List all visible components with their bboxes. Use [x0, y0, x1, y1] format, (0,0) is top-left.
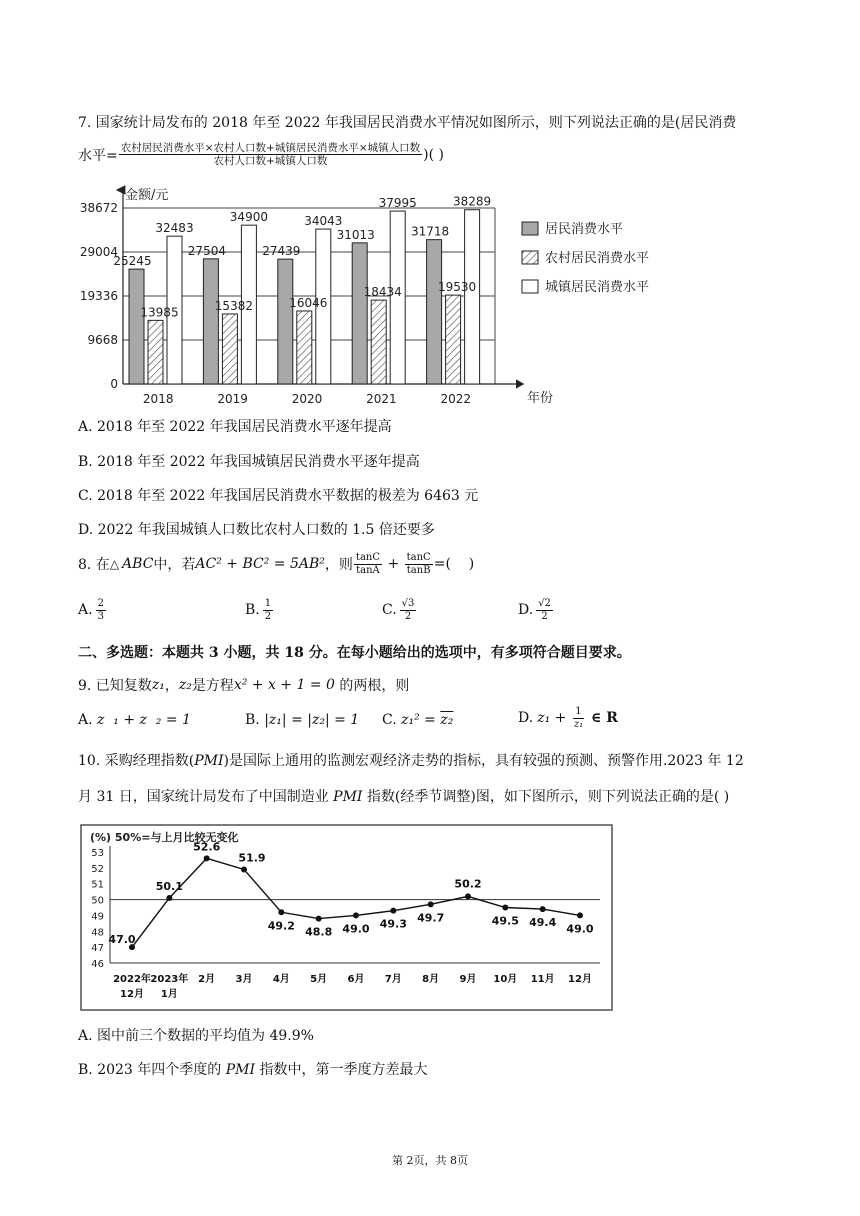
q8-fraction-1-den: tanA — [356, 564, 380, 576]
legend-swatch — [522, 280, 538, 293]
bar-1-2019 — [222, 314, 237, 384]
legend-label: 农村居民消费水平 — [545, 251, 650, 266]
pmi-x-tick-label: 12月 — [120, 989, 144, 1000]
q8-option-b-label: B. — [245, 602, 260, 618]
bar-x-tick-label: 2020 — [291, 392, 323, 404]
legend-swatch — [522, 222, 538, 235]
q9-option-c-label: C. — [382, 712, 397, 728]
pmi-value-label: 51.9 — [238, 851, 266, 865]
q8-stem-end: =( ) — [433, 556, 475, 572]
q8-stem — [78, 552, 474, 576]
q8-option-a — [78, 598, 107, 622]
q8-condition: AC² + BC² = 5AB² — [195, 556, 325, 572]
q8-option-b — [245, 598, 274, 622]
pmi-point-1 — [166, 895, 172, 901]
pmi-y-tick-label: 50 — [91, 895, 104, 907]
q7-option-b: B. 2018 年至 2022 年我国城镇居民消费水平逐年提高 — [78, 454, 420, 470]
bar-value-label: 37995 — [378, 196, 417, 211]
legend-swatch — [522, 251, 538, 264]
bar-0-2021 — [352, 243, 367, 384]
q8-option-d-label: D. — [518, 602, 534, 618]
bar-0-2019 — [203, 259, 218, 384]
bar-1-2022 — [446, 295, 461, 384]
q9-option-c — [382, 712, 453, 728]
q8-option-c-fraction — [400, 598, 417, 622]
legend-label: 城镇居民消费水平 — [545, 280, 650, 295]
bar-1-2018 — [148, 320, 163, 384]
bar-y-axis-label: 金额/元 — [125, 188, 169, 203]
q8-option-a-den: 3 — [97, 610, 104, 622]
q10-line1-prefix: 10. 采购经理指数( — [78, 753, 195, 769]
q10-option-b — [78, 1059, 427, 1079]
q8-option-c-label: C. — [382, 602, 397, 618]
q8-option-a-num: 2 — [97, 598, 104, 609]
pmi-point-9 — [465, 893, 471, 899]
pmi-value-label: 52.6 — [193, 840, 221, 854]
pmi-y-tick-label: 53 — [91, 848, 104, 859]
bar-value-label: 25245 — [113, 254, 152, 269]
pmi-x-tick-label: 2月 — [198, 974, 216, 985]
q7-stem: 7. 国家统计局发布的 2018 年至 2022 年我国居民消费水平情况如图所示，则下列说法正确的是(居民消费 — [78, 115, 737, 131]
bar-x-tick-label: 2021 — [366, 392, 397, 404]
pmi-value-label: 49.7 — [417, 911, 445, 925]
bar-value-label: 34900 — [229, 210, 268, 225]
q8-option-a-label: A. — [78, 602, 93, 618]
bar-value-label: 19530 — [438, 280, 477, 295]
pmi-x-tick-label: 7月 — [384, 974, 402, 985]
q10-option-b-suffix: 指数中，第一季度方差最大 — [255, 1062, 428, 1078]
pmi-chart-title: (%) 50%=与上月比较无变化 — [90, 831, 239, 844]
q9-z2: z₂ — [178, 677, 192, 693]
page-footer: 第 2页，共 8页 — [392, 1154, 468, 1167]
q7-formula-suffix: )( ) — [423, 146, 444, 163]
q9-equation: x² + x + 1 = 0 — [233, 677, 335, 693]
bar-y-tick-label: 19336 — [79, 289, 118, 303]
pmi-point-6 — [353, 912, 359, 918]
bar-value-label: 18434 — [363, 285, 402, 300]
q8-fraction-2-den: tanB — [406, 564, 431, 576]
q9-option-c-conjugate: z₂ — [440, 712, 454, 728]
q8-option-d-num: √2 — [538, 598, 551, 609]
bar-value-label: 32483 — [155, 221, 194, 236]
q7-formula-numerator: 农村居民消费水平×农村人口数+城镇居民消费水平×城镇人口数 — [120, 142, 421, 154]
q9-option-a — [78, 712, 191, 728]
pmi-point-4 — [278, 909, 284, 915]
q8-stem-middle: 中，若 — [153, 557, 196, 573]
q8-option-d-fraction — [536, 598, 553, 622]
pmi-y-tick-label: 51 — [91, 879, 104, 891]
pmi-x-tick-label: 8月 — [422, 974, 440, 985]
q8-fraction-2-num: tanC — [406, 552, 431, 563]
pmi-x-tick-label: 4月 — [272, 974, 290, 985]
q7-formula-prefix: 水平= — [78, 147, 118, 164]
pmi-x-tick-label: 3月 — [235, 974, 253, 985]
q9-stem — [78, 675, 409, 695]
q10-line2-prefix: 月 31 日，国家统计局发布了中国制造业 — [78, 789, 334, 805]
q9-stem-end: 的两根，则 — [334, 678, 410, 694]
q8-option-c-den: 2 — [404, 610, 412, 622]
bar-value-label: 13985 — [140, 305, 179, 320]
pmi-value-label: 50.1 — [155, 879, 183, 893]
q8-option-d — [518, 598, 554, 622]
pmi-point-7 — [390, 908, 396, 914]
bar-y-tick-label: 9668 — [87, 333, 118, 347]
q9-option-d-label: D. — [518, 710, 534, 726]
q7-option-d: D. 2022 年我国城镇人口数比农村人口数的 1.5 倍还要多 — [78, 522, 435, 538]
pmi-y-tick-label: 46 — [91, 959, 104, 970]
bar-value-label: 15382 — [214, 298, 253, 313]
bar-y-tick-label: 38672 — [79, 201, 118, 215]
bar-x-axis-label: 年份 — [527, 391, 554, 404]
q10-stem-line1 — [78, 750, 744, 770]
q10-pmi-term-2: PMI — [333, 789, 363, 805]
pmi-value-label: 49.2 — [267, 919, 295, 933]
bar-value-label: 27504 — [187, 243, 226, 258]
q10-option-a: A. 图中前三个数据的平均值为 49.9% — [78, 1028, 314, 1044]
pmi-x-tick-label: 6月 — [347, 974, 365, 985]
bar-chart-legend — [522, 221, 649, 295]
q9-option-d-fraction — [572, 706, 585, 730]
q10-stem-line2 — [78, 786, 729, 806]
pmi-value-label: 49.5 — [491, 914, 519, 928]
pmi-value-label: 49.4 — [529, 916, 557, 930]
bar-value-label: 31718 — [411, 224, 450, 239]
bar-0-2020 — [278, 259, 293, 384]
q10-option-b-pmi: PMI — [225, 1062, 256, 1078]
q9-option-d-num: 1 — [575, 706, 582, 717]
q9-option-a-expr: z ₁ + z ₂ = 1 — [97, 712, 191, 728]
q7-formula — [78, 142, 444, 167]
pmi-y-tick-label: 52 — [91, 863, 104, 875]
q8-option-b-den: 2 — [264, 610, 272, 622]
q7-formula-fraction — [119, 142, 422, 167]
q8-option-a-fraction — [96, 598, 106, 622]
pmi-value-label: 48.8 — [305, 925, 333, 939]
pmi-x-tick-label: 10月 — [493, 974, 518, 985]
q8-stem-then: ，则 — [324, 557, 353, 573]
q9-option-b-expr: |z₁| = |z₂| = 1 — [264, 712, 360, 728]
pmi-value-label: 49.3 — [379, 917, 407, 931]
pmi-point-5 — [316, 916, 322, 922]
triangle-symbol: △ — [109, 557, 120, 571]
q9-stem-middle: 是方程 — [191, 678, 234, 694]
pmi-y-tick-label: 49 — [91, 911, 104, 923]
q8-option-d-den: 2 — [541, 610, 548, 622]
q8-fraction-1-num: tanC — [355, 552, 380, 563]
pmi-point-2 — [204, 855, 210, 861]
bar-value-label: 34043 — [304, 214, 343, 229]
pmi-x-tick-label: 12月 — [568, 974, 592, 985]
q8-triangle-name: ABC — [122, 556, 154, 572]
bar-x-tick-label: 2022 — [440, 392, 472, 404]
q10-line2-suffix: 指数(经季节调整)图，如下图所示，则下列说法正确的是( ) — [362, 789, 730, 805]
q8-stem-prefix: 8. 在 — [78, 557, 110, 573]
bar-1-2021 — [371, 300, 386, 384]
bar-2-2022 — [465, 210, 480, 384]
pmi-x-tick-label: 5月 — [310, 974, 328, 985]
q9-option-d-prefix: z₁ + — [537, 710, 571, 726]
pmi-value-label: 50.2 — [454, 877, 482, 891]
q7-formula-denominator: 农村人口数+城镇人口数 — [213, 155, 328, 168]
q8-plus: + — [383, 556, 404, 572]
pmi-x-tick-label: 2022年 — [113, 974, 151, 985]
pmi-point-3 — [241, 866, 247, 872]
pmi-x-tick-label: 1月 — [160, 989, 178, 1000]
bar-value-label: 27439 — [262, 244, 301, 259]
q7-option-a: A. 2018 年至 2022 年我国居民消费水平逐年提高 — [78, 419, 392, 435]
bar-value-label: 16046 — [289, 295, 328, 310]
pmi-point-12 — [577, 912, 583, 918]
pmi-line-chart — [80, 824, 614, 1012]
bar-y-tick-label: 0 — [110, 377, 118, 391]
q10-pmi-term: PMI — [194, 753, 224, 769]
q10-option-b-prefix: B. 2023 年四个季度的 — [78, 1062, 226, 1078]
bar-x-tick-label: 2019 — [217, 392, 248, 404]
pmi-value-label: 49.0 — [566, 922, 594, 936]
q9-option-c-lhs: z₁² = — [401, 712, 441, 728]
q9-option-b — [245, 712, 359, 728]
pmi-x-tick-label: 2023年 — [150, 974, 189, 985]
consumption-bar-chart — [70, 182, 690, 404]
pmi-y-tick-label: 47 — [91, 943, 104, 955]
pmi-x-tick-label: 11月 — [530, 974, 555, 985]
pmi-value-label: 49.0 — [342, 922, 370, 936]
bar-y-tick-label: 29004 — [79, 245, 118, 259]
q8-option-c — [382, 598, 417, 622]
q9-option-d-den: z₁ — [573, 718, 584, 730]
q8-fraction-1 — [354, 552, 382, 576]
q9-stem-prefix: 9. 已知复数 — [78, 678, 152, 694]
q8-option-b-num: 1 — [264, 598, 272, 609]
bar-x-tick-label: 2018 — [142, 392, 174, 404]
q9-option-a-label: A. — [78, 712, 93, 728]
q8-option-c-num: √3 — [401, 598, 415, 609]
q7-option-c: C. 2018 年至 2022 年我国居民消费水平数据的极差为 6463 元 — [78, 488, 479, 504]
q10-line1-suffix: )是国际上通用的监测宏观经济走势的指标，具有较强的预测、预警作用.2023 年 12 — [223, 753, 744, 769]
section-heading-multiple-choice: 二、多选题：本题共 3 小题，共 18 分。在每小题给出的选项中，有多项符合题目要求。 — [78, 645, 631, 661]
q9-option-d — [518, 706, 618, 730]
bar-value-label: 31013 — [336, 227, 375, 242]
q8-fraction-2 — [405, 552, 433, 576]
pmi-point-10 — [502, 905, 508, 911]
q9-z1: z₁ — [151, 677, 165, 693]
pmi-y-tick-label: 48 — [91, 927, 104, 939]
q8-option-b-fraction — [263, 598, 273, 622]
q9-option-b-label: B. — [245, 712, 260, 728]
pmi-point-8 — [428, 901, 434, 907]
q9-option-d-suffix: ∈ R — [586, 710, 618, 726]
pmi-point-11 — [540, 906, 546, 912]
bar-value-label: 38289 — [453, 194, 492, 209]
legend-label: 居民消费水平 — [545, 222, 624, 237]
bar-0-2022 — [427, 240, 442, 384]
pmi-x-tick-label: 9月 — [459, 974, 477, 985]
pmi-value-label: 47.0 — [108, 933, 136, 947]
q9-comma: ， — [164, 678, 179, 694]
bar-1-2020 — [297, 311, 312, 384]
bar-0-2018 — [129, 269, 144, 384]
